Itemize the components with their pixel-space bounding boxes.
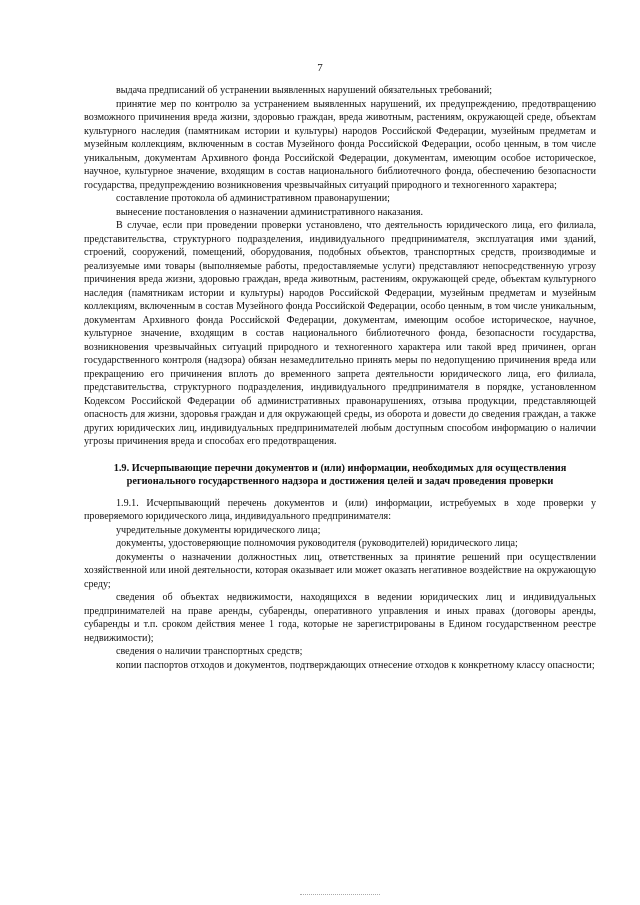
document-body [84,84,596,672]
paragraph: составление протокола об административном правонарушении; [116,193,390,204]
list-item: учредительные документы юридического лица; [116,524,321,536]
page-number: 7 [317,62,323,74]
paragraph: вынесение постановления о назначении административного наказания. [116,206,424,218]
list-item: сведения об объектах недвижимости, находящихся в ведении юридических лиц и индивидуальных предпринимателей на праве аренды, субаренды, оперативного управления и иных правах (договоры аренды, субаренды и т.п. сроком действия менее 1 года, которые не зарегистрированы в Едином государственном реестре недвижимости); [84,592,596,644]
list-item: документы о назначении должностных лиц, ответственных за принятие решений при осуществлении хозяйственной или иной деятельности, которая оказывает или может оказать негативное воздействие на окружающую среду; [84,551,596,590]
paragraph: 1.9.1. Исчерпывающий перечень документов и (или) информации, истребуемых в ходе проверки у проверяемого юридического лица, индивидуального предпринимателя: [84,497,596,522]
list-item: сведения о наличии транспортных средств; [116,646,303,657]
section-heading: 1.9. Исчерпывающие перечни документов и (или) информации, необходимых для осуществления регионального государственного надзора и достижения целей и задач проведения проверки [113,462,567,487]
list-item: документы, удостоверяющие полномочия руководителя (руководителей) юридического лица; [116,538,518,549]
paragraph: выдача предписаний об устранении выявленных нарушений обязательных требований; [116,85,493,96]
paragraph: принятие мер по контролю за устранением выявленных нарушений, их предупреждению, предотвращению возможного причинения вреда жизни, здоровью граждан, вреда животным, растениям, окружающей среде, объектам культурного наследия (памятникам истории и культуры) народов Российской Федерации, музейным предметам и музейным коллекциям, включенным в состав Музейного фонда Российской Федерации, особо ценным, в том числе уникальным, документам Архивного фонда Российской Федерации, документам, имеющим особое историческое, научное, культурное значение, входящим в состав национального библиотечного фонда, обеспечению безопасности государства, предупреждению возникновения чрезвычайных ситуаций природного и техногенного характера; [84,98,596,191]
scan-mark [300,894,380,897]
list-item: копии паспортов отходов и документов, подтверждающих отнесение отходов к конкретному классу опасности; [116,659,595,671]
paragraph: В случае, если при проведении проверки установлено, что деятельность юридического лица, его филиала, представительства, структурного подразделения, индивидуального предпринимателя, эксплуатация ими зданий, строений, сооружений, помещений, оборудования, подобных объектов, транспортных средств, производимые и реализуемые ими товары (выполняемые работы, предоставляемые услуги) представляют непосредственную угрозу причинения вреда жизни, здоровью граждан, вреда животным, растениям, окружающей среде, объектам культурного наследия (памятникам истории и культуры) народов Российской Федерации, музейным предметам и музейным коллекциям, включенным в состав Музейного фонда Российской Федерации, особо ценным, в том числе уникальным, документам Архивного фонда Российской Федерации, документам, имеющим особое историческое, научное, культурное значение, входящим в состав национального библиотечного фонда, безопасности государства, возникновения чрезвычайных ситуаций природного и техногенного характера или такой вред причинен, орган государственного контроля (надзора) обязан незамедлительно принять меры по недопущению причинения вреда или прекращению его причинения вплоть до временного запрета деятельности юридического лица, его филиала, представительства, структурного подразделения, индивидуального предпринимателя в порядке, установленном Кодексом Российской Федерации об административных правонарушениях, отзыва продукции, представляющей опасность для жизни, здоровья граждан и для окружающей среды, из оборота и довести до сведения граждан, а также других юридических лиц, индивидуальных предпринимателей любым доступным способом информацию о наличии угрозы причинения вреда и способах его предотвращения. [84,220,596,447]
